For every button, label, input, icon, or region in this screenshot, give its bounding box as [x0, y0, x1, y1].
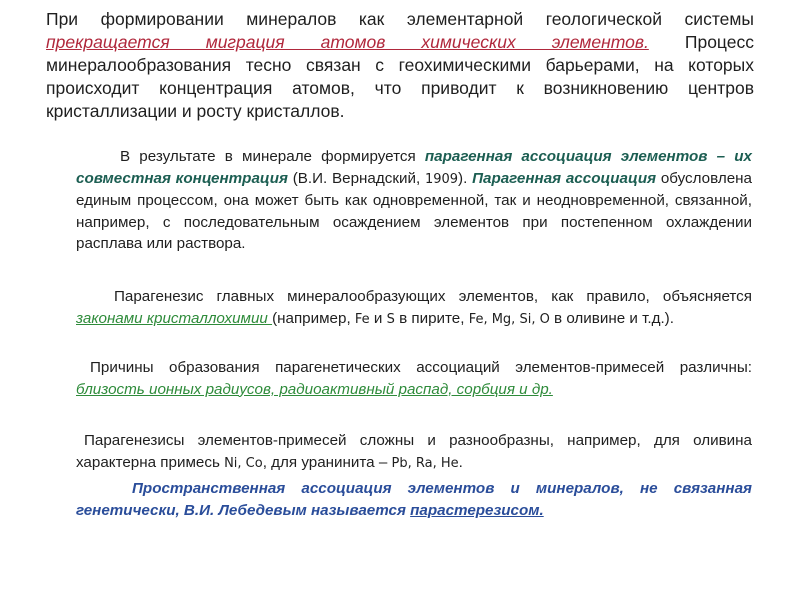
p4-link-causes: близость ионных радиусов, радиоактивный распад, сорбция и др.	[76, 380, 553, 398]
paragraph-parasteresis	[76, 478, 752, 521]
p3-text-1: Парагенезис главных минералообразующих элементов, как правило, объясняется	[114, 288, 752, 305]
p3-text-5: в оливине и т.д.).	[549, 309, 674, 327]
p5-elements-olivine: Ni, Co	[224, 455, 263, 471]
p5-elements-uraninite: Pb, Ra, He	[391, 455, 459, 471]
p3-text-3: и	[369, 309, 387, 327]
p6-definition: Пространственная ассоциация элементов и минералов, не связанная генетически, В.И. Лебедевым называется	[76, 480, 752, 519]
p2-text-4: обусловлена единым процессом, она может быть как одновременной, так и неодновременной, связанной, например, с последовательным осаждением элементов при постепенном охлаждении расплава или раствора.	[76, 169, 752, 252]
paragraph-causes	[76, 357, 752, 400]
p3-elements-olivine: Fe, Mg, Si, O	[468, 311, 550, 327]
p3-text-2: (например,	[272, 309, 355, 327]
paragraph-migration	[46, 8, 754, 123]
p5-text-1: Парагенезисы элементов-примесей сложны и разнообразны, например, для оливина характерна примесь	[76, 432, 752, 471]
p2-term-association: парагенная ассоциация элементов – их совместная концентрация	[76, 148, 752, 187]
p3-element-fe: Fe	[354, 311, 370, 327]
p3-element-s: S	[386, 311, 395, 327]
paragraph-impurity-parageneses	[76, 430, 752, 474]
p2-term-association-2: Парагенная ассоциация	[472, 169, 657, 187]
p1-text-1: При формировании минералов как элементарной геологической системы	[46, 9, 754, 29]
p6-term-parasteresis: парастерезисом.	[410, 501, 544, 519]
p5-text-2: , для уранинита –	[262, 453, 392, 471]
p1-highlight-migration: прекращается миграция атомов химических элементов.	[46, 32, 649, 52]
p2-year: 1909	[424, 171, 459, 187]
p2-text-3: ).	[458, 169, 473, 187]
paragraph-crystal-chemistry	[76, 286, 752, 330]
paragraph-paragenetic-association	[76, 146, 752, 255]
p3-link-crystal-chemistry: законами кристаллохимии	[76, 309, 273, 327]
p5-text-3: .	[458, 453, 463, 471]
p3-text-4: в пирите,	[394, 309, 469, 327]
p1-text-2: Процесс минералообразования тесно связан с геохимическими барьерами, на которых происходит концентрация атомов, что приводит к возникновению центров кристаллизации и росту кристаллов.	[46, 32, 754, 121]
p2-text-2: (В.И. Вернадский,	[287, 169, 425, 187]
p4-text-1: Причины образования парагенетических ассоциаций элементов-примесей различны:	[90, 359, 752, 376]
p2-text-1: В результате в минерале формируется	[120, 148, 425, 165]
